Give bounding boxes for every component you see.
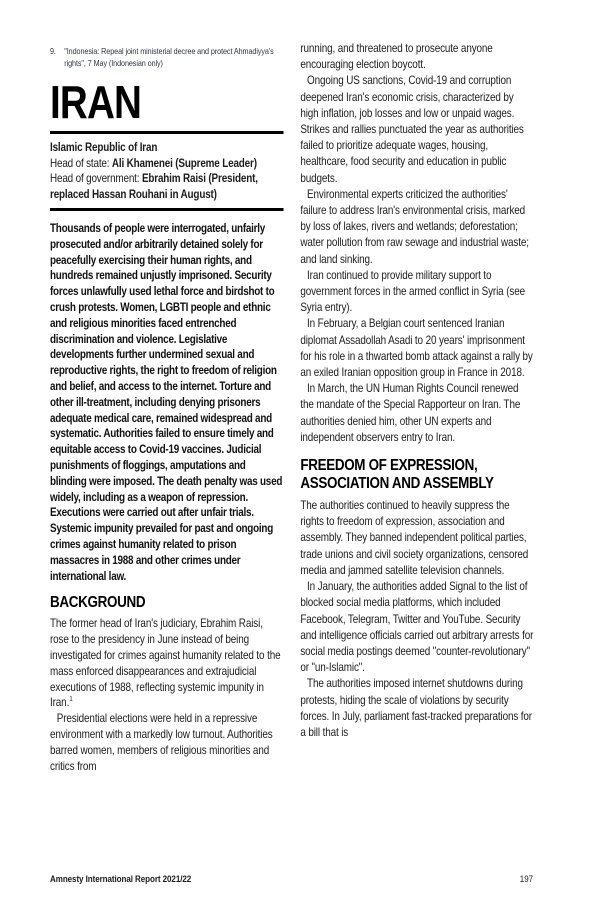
freedom-paragraph: The authorities imposed internet shutdowns during protests, hiding the scale of violations by security forces. In July, parliament fast-tracked preparations for a bill that is [300,676,532,739]
head-of-state-value: Ali Khamenei (Supreme Leader) [111,155,257,170]
background-paragraph: Presidential elections were held in a repressive environment with a markedly low turnout. Authorities barred women, members of religious minorities and critics from [50,711,273,773]
freedom-paragraph: The authorities continued to heavily suppress the rights to freedom of expression, association and assembly. They banned independent political parties, trade unions and civil society organizations, censored media and jammed satellite television channels. [300,498,529,577]
divider-bottom [50,208,284,211]
head-of-government-label: Head of government: [50,171,142,185]
country-info [50,140,284,202]
footnote [50,45,284,69]
footnote-text: "Indonesia: Repeal joint ministerial decree and protect Ahmadiyya's rights", 7 May (Indonesian only) [64,46,274,68]
report-title: Amnesty International Report 2021/22 [50,874,192,885]
body-paragraph: Iran continued to provide military support to government forces in the armed conflict in Syria (see Syria entry). [300,267,525,315]
background-paragraph-text: The former head of Iran's judiciary, Ebrahim Raisi, rose to the presidency in June instead of being investigated for crimes against humanity related to the mass enforced disappearances and extrajudicial executions of 1988, reflecting systemic impunity in Iran. [50,616,281,710]
body-paragraph: running, and threatened to prosecute anyone encouraging election boycott. [300,41,493,72]
head-of-state-label: Head of state: [50,155,112,170]
freedom-paragraph: In January, the authorities added Signal to the list of blocked social media platforms, which included Facebook, Telegram, Twitter and YouTube. Security and intelligence officials carried out arbitrary arrests for social media postings deemed "counter-revolutionary" or "un-Islamic". [300,579,534,675]
divider-top [50,131,284,134]
section-heading-freedom-of-expression: FREEDOM OF EXPRESSION, ASSOCIATION AND ASSEMBLY [300,457,494,493]
head-of-government-line [50,171,284,202]
section-heading-background: BACKGROUND [50,594,146,612]
body-paragraph: In February, a Belgian court sentenced Iranian diplomat Assadollah Asadi to 20 years' imprisonment for his role in a thwarted bomb attack against a rally by an exiled Iranian opposition group in France in 2018. [300,316,533,380]
body-paragraph: Environmental experts criticized the authorities' failure to address Iran's environmental crisis, marked by loss of lakes, rivers and wetlands; deforestation; water pollution from raw sewage and industrial waste; and land sinking. [300,186,529,266]
footnote-number: 9. [50,46,56,56]
report-page [50,0,533,921]
background-paragraph [50,616,284,711]
body-paragraph: Ongoing US sanctions, Covid-19 and corruption deepened Iran's economic crisis, characterized by high inflation, job losses and low or unpaid wages. Strikes and rallies punctuated the year as authorities failed to prioritize adequate wages, housing, healthcare, food security and education in public budgets. [300,73,524,185]
page-title: IRAN [50,76,142,128]
country-name: Islamic Republic of Iran [50,140,158,154]
body-paragraph: In March, the UN Human Rights Council renewed the mandate of the Special Rapporteur on Iran. The authorities denied him, other UN experts and independent observers entry to Iran. [300,381,521,444]
page-footer [50,874,533,885]
page-number: 197 [519,874,533,885]
country-name-line [50,140,284,156]
head-of-government-value: Ebrahim Raisi (President, replaced Hassan Rouhani in August) [50,171,258,201]
head-of-state-line [50,156,284,172]
intro-summary: Thousands of people were interrogated, unfairly prosecuted and/or arbitrarily detained solely for peacefully exercising their human rights, and hundreds remained unjustly imprisoned. Security forces unlawfully used lethal force and birdshot to crush protests. Women, LGBTI people and ethnic and religious minorities faced entrenched discrimination and violence. Legislative developments further undermined sexual and reproductive rights, the right to freedom of religion and belief, and access to the internet. Torture and other ill-treatment, including denying prisoners adequate medical care, remained widespread and systematic. Authorities failed to ensure timely and equitable access to Covid-19 vaccines. Judicial punishments of floggings, amputations and blinding were imposed. The death penalty was used widely, including as a weapon of repression. Executions were carried out after unfair trials. Systemic impunity prevailed for past and ongoing crimes against humanity related to prison massacres in 1988 and other crimes under international law. [50,221,283,583]
left-column [50,45,284,774]
footnote-reference: 1 [69,694,73,704]
right-column [300,40,534,740]
